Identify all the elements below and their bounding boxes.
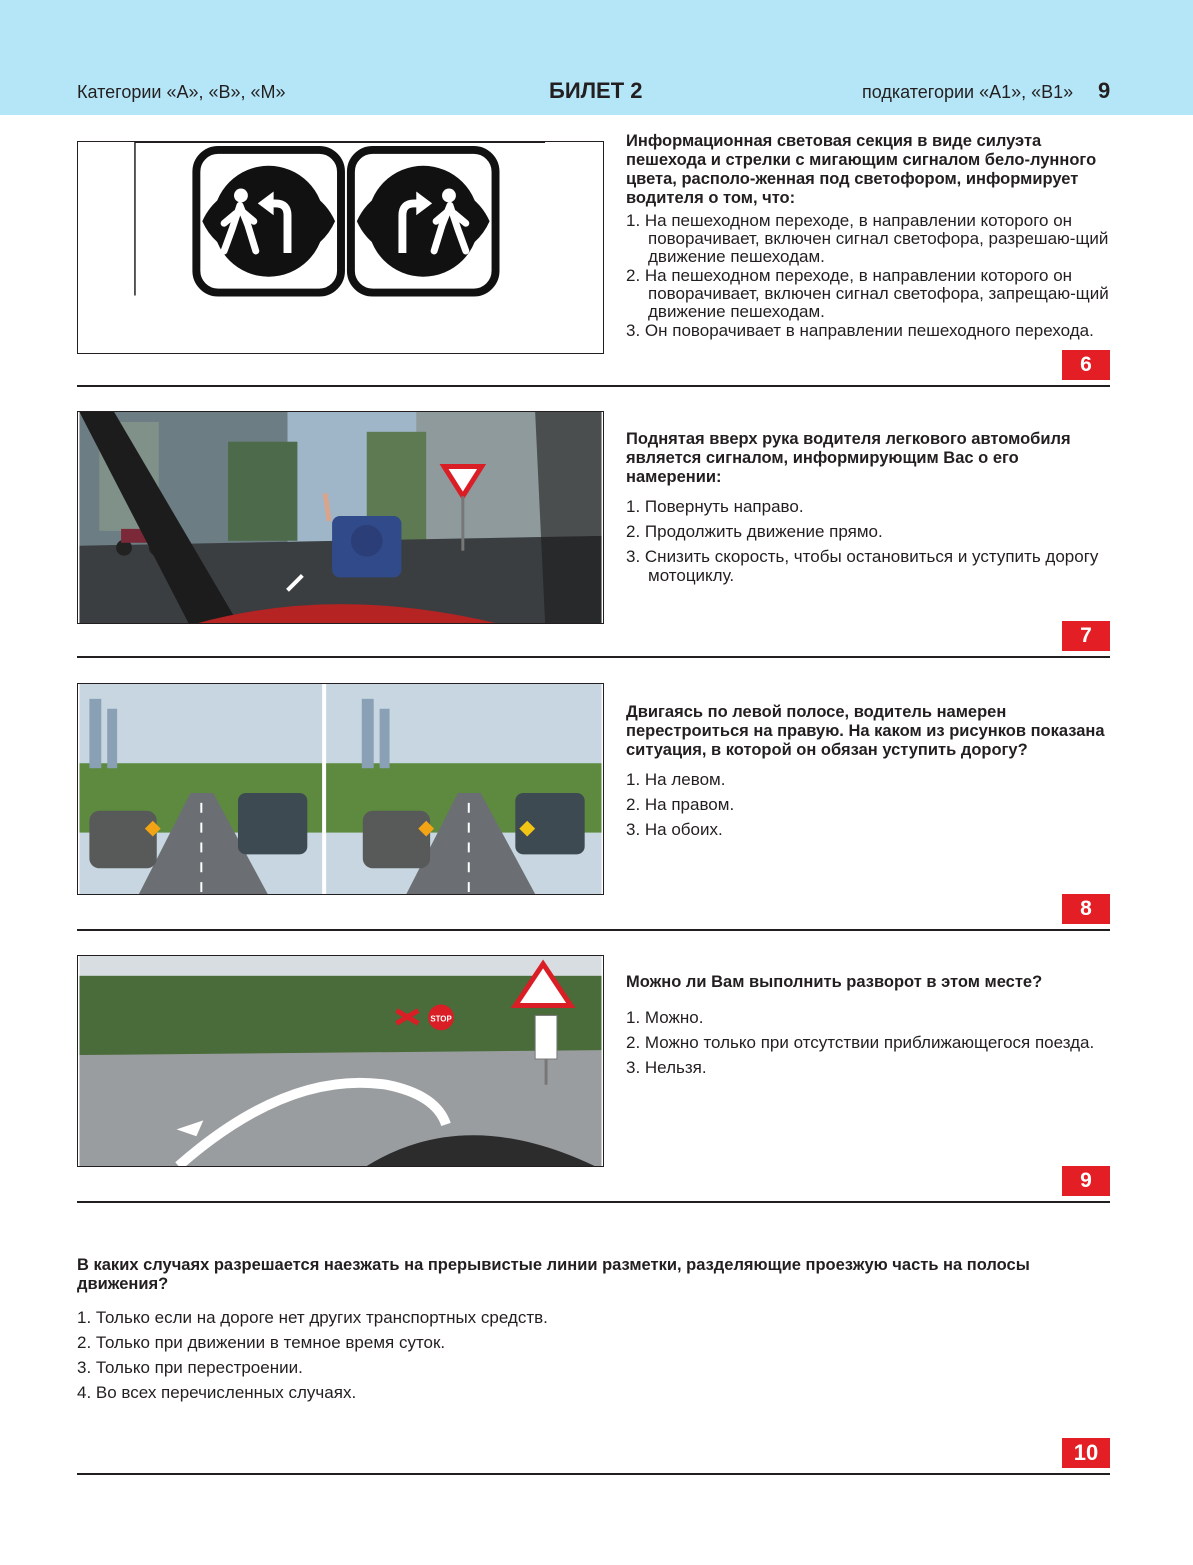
q6-illustration (77, 141, 604, 354)
question-title: Информационная световая секция в виде силуэта пешехода и стрелки с мигающим сигналом бело-лунного цвета, располо-женная под светофором, информирует водителя о том, что: (626, 132, 1097, 207)
question-number-badge: 7 (1062, 621, 1110, 651)
subcategories-label: подкатегории «A1», «B1» (862, 82, 1074, 102)
answer-option[interactable]: 1. Только если на дороге нет других транспортных средств. (77, 1308, 548, 1327)
question-title: Поднятая вверх рука водителя легкового автомобиля является сигналом, информирующим Вас о его намерении: (626, 430, 1071, 486)
answer-option[interactable]: 3. Только при перестроении. (77, 1358, 303, 1377)
divider (77, 385, 1110, 387)
stop-sign-text: STOP (430, 1014, 452, 1024)
answer-option[interactable]: 3. Нельзя. (626, 1058, 707, 1077)
answer-option[interactable]: 1. На левом. (626, 770, 726, 789)
divider (77, 929, 1110, 931)
street-scene-image (78, 412, 603, 623)
answer-list (77, 1308, 1117, 1402)
divider (77, 1473, 1110, 1475)
answer-list (626, 1008, 1116, 1077)
answer-option[interactable]: 1. Можно. (626, 1008, 704, 1027)
q7-illustration (77, 411, 604, 624)
q10-text (77, 1256, 1117, 1408)
pedestrian-signal-icons (78, 142, 603, 353)
answer-option[interactable]: 2. Только при движении в темное время суток. (77, 1333, 446, 1352)
question-number-badge: 6 (1062, 350, 1110, 380)
two-lane-road-images (78, 684, 603, 894)
q8-text (626, 703, 1116, 845)
categories-label: Категории «A», «B», «M» (77, 82, 286, 102)
answer-option[interactable]: 1. На пешеходном переходе, в направлении которого он поворачивает, включен сигнал светофора, разрешаю-щий движение пешеходам. (626, 211, 1109, 266)
answer-list (626, 770, 1116, 839)
question-title: В каких случаях разрешается наезжать на прерывистые линии разметки, разделяющие проезжую часть на полосы движения? (77, 1256, 1030, 1293)
q9-text (626, 973, 1116, 1083)
divider (77, 1201, 1110, 1203)
answer-list (626, 212, 1116, 340)
answer-option[interactable]: 1. Повернуть направо. (626, 497, 804, 516)
ticket-title: БИЛЕТ 2 (549, 78, 643, 103)
railway-crossing-scene (78, 956, 603, 1166)
answer-option[interactable]: 4. Во всех перечисленных случаях. (77, 1383, 357, 1402)
page-header (0, 0, 1193, 115)
question-title: Можно ли Вам выполнить разворот в этом месте? (626, 973, 1043, 991)
question-title: Двигаясь по левой полосе, водитель намерен перестроиться на правую. На каком из рисунков показана ситуация, в которой он обязан уступить дорогу? (626, 703, 1105, 759)
q9-illustration (77, 955, 604, 1167)
q6-text (626, 132, 1116, 341)
q7-text (626, 430, 1116, 591)
answer-option[interactable]: 2. На пешеходном переходе, в направлении которого он поворачивает, включен сигнал светофора, запрещаю-щий движение пешеходам. (626, 266, 1109, 321)
answer-list (626, 497, 1116, 585)
question-number-badge: 8 (1062, 894, 1110, 924)
answer-option[interactable]: 3. На обоих. (626, 820, 723, 839)
answer-option[interactable]: 2. Можно только при отсутствии приближающегося поезда. (626, 1033, 1095, 1052)
answer-option[interactable]: 2. На правом. (626, 795, 735, 814)
page-number: 9 (1098, 78, 1111, 103)
answer-option[interactable]: 2. Продолжить движение прямо. (626, 522, 883, 541)
divider (77, 656, 1110, 658)
answer-option[interactable]: 3. Снизить скорость, чтобы остановиться и уступить дорогу мотоциклу. (626, 547, 1099, 585)
question-number-badge: 10 (1062, 1438, 1110, 1468)
question-number-badge: 9 (1062, 1166, 1110, 1196)
q8-illustration (77, 683, 604, 895)
answer-option[interactable]: 3. Он поворачивает в направлении пешеходного перехода. (626, 321, 1094, 340)
